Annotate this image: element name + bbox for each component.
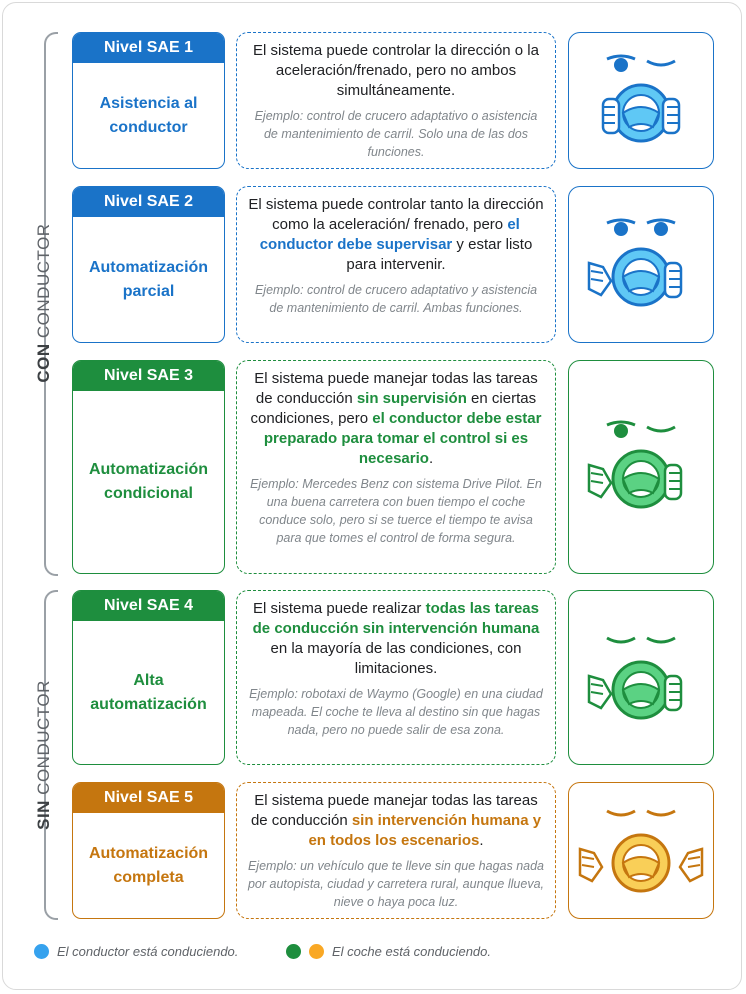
description-text-3 [247, 369, 545, 469]
hand-right-icon [663, 99, 679, 133]
con-conductor-label [34, 183, 54, 423]
description-text-4 [247, 599, 545, 679]
hands-off-wheel-eyes-open-icon [581, 215, 701, 315]
description-text-3-part-3: en ciertas condiciones, pero [250, 390, 537, 427]
open-hand-left-icon [589, 465, 611, 497]
legend-driver [34, 944, 238, 959]
description-text-5-part-3: . [479, 832, 484, 849]
legend-green-dot [286, 944, 301, 959]
eye-open-icon [647, 220, 675, 236]
legend-car-text: El coche está conduciendo. [332, 944, 491, 959]
sin-label-strong: SIN [34, 800, 53, 830]
open-hand-left-icon [589, 676, 611, 708]
open-hand-left-icon [589, 263, 611, 295]
level-name-5: Automatización completa [88, 844, 209, 886]
eye-closed-icon [647, 61, 675, 65]
level-card-2 [72, 186, 225, 343]
eye-closed-icon [647, 638, 675, 642]
description-text-3-highlight-2: el conductor debe estar preparado para tomar el control si es necesario [263, 410, 542, 467]
description-card-1 [236, 32, 556, 169]
description-text-4-part-1: El sistema puede realizar [253, 600, 426, 617]
description-card-4 [236, 590, 556, 765]
level-title-1: Nivel SAE 1 [73, 33, 224, 63]
one-hand-on-wheel-one-eye-open-icon [581, 51, 701, 151]
level-card-3 [72, 360, 225, 574]
description-text-4-highlight: todas las tareas de conducción sin intervención humana [252, 600, 540, 637]
steering-wheel-icon [613, 451, 669, 507]
hand-right-icon [665, 263, 681, 297]
level-name-2: Automatización parcial [88, 258, 209, 300]
eye-closed-icon [607, 638, 635, 642]
level-name-1: Asistencia al conductor [99, 94, 198, 136]
description-text-5-part-1: El sistema puede manejar todas las tareas de conducción [250, 792, 538, 829]
description-text-5 [247, 791, 545, 851]
eye-closed-icon [607, 811, 635, 815]
con-label-strong: CON [34, 343, 53, 383]
hands-away-eyes-closed-icon [576, 801, 706, 901]
sin-label-rest: CONDUCTOR [34, 680, 53, 801]
legend-driver-text: El conductor está conduciendo. [57, 944, 239, 959]
con-label-rest: CONDUCTOR [34, 223, 53, 344]
description-text-1 [247, 41, 545, 101]
icon-card-2 [568, 186, 714, 343]
level-name-3: Automatización condicional [88, 461, 209, 502]
eye-closed-icon [647, 811, 675, 815]
legend-blue-dot [34, 944, 49, 959]
example-text-2: Ejemplo: control de crucero adaptativo y asistencia de mantenimiento de carril. Ambas funciones. [254, 283, 538, 315]
icon-card-1 [568, 32, 714, 169]
steering-wheel-icon [613, 249, 669, 305]
example-text-1: Ejemplo: control de crucero adaptativo o asistencia de mantenimiento de carril. Solo una de las dos funciones. [254, 109, 538, 159]
hand-right-icon [665, 676, 681, 710]
hand-left-icon [603, 99, 619, 133]
example-text-4: Ejemplo: robotaxi de Waymo (Google) en una ciudad mapeada. El coche te lleva al destino sin que hagas nada, pero no puede salir de esa zona. [249, 687, 543, 737]
legend-orange-dot [309, 944, 324, 959]
description-card-5 [236, 782, 556, 919]
description-text-1-part-1: El sistema puede controlar la dirección o la aceleración/frenado, pero no ambos simultáneamente. [253, 42, 539, 99]
icon-card-5 [568, 782, 714, 919]
description-text-3-highlight-1: sin supervisión [356, 390, 467, 407]
steering-wheel-icon [613, 85, 669, 141]
example-text-5: Ejemplo: un vehículo que te lleve sin que hagas nada por autopista, ciudad y carretera rural, aunque llueva, nieve o haya poca luz. [247, 859, 545, 909]
description-text-4-part-3: en la mayoría de las condiciones, con limitaciones. [270, 640, 522, 677]
description-card-2 [236, 186, 556, 343]
eye-open-icon [607, 56, 635, 72]
hands-off-wheel-eyes-closed-icon [581, 628, 701, 728]
description-text-3-part-5: . [428, 450, 434, 467]
open-hand-left-icon [580, 849, 602, 881]
icon-card-3 [568, 360, 714, 574]
level-card-5 [72, 782, 225, 919]
eye-closed-icon [647, 427, 675, 431]
description-text-3-part-1: El sistema puede manejar todas las tareas de conducción [254, 370, 538, 407]
icon-card-4 [568, 590, 714, 765]
sin-conductor-label [34, 635, 54, 875]
description-text-2-part-3: y estar listo para intervenir. [346, 236, 533, 273]
description-text-2-part-1: El sistema puede controlar tanto la dirección como la aceleración/ frenado, pero [248, 196, 544, 233]
level-title-3: Nivel SAE 3 [73, 361, 224, 391]
level-title-4: Nivel SAE 4 [73, 591, 224, 621]
example-text-3: Ejemplo: Mercedes Benz con sistema Drive Pilot. En una buena carretera con buen tiempo el coche conduce solo, pero si se tuerce el tiempo te avisa para que tomes el control de forma segura. [250, 477, 542, 545]
level-card-4 [72, 590, 225, 765]
hands-off-wheel-one-eye-open-icon [581, 417, 701, 517]
level-title-5: Nivel SAE 5 [73, 783, 224, 813]
description-text-2 [247, 195, 545, 275]
level-title-2: Nivel SAE 2 [73, 187, 224, 217]
description-text-5-highlight: sin intervención humana y en todos los escenarios [308, 812, 542, 849]
open-hand-right-icon [680, 849, 702, 881]
eye-open-icon [607, 220, 635, 236]
legend-car [286, 944, 491, 959]
hand-right-icon [665, 465, 681, 499]
level-card-1 [72, 32, 225, 169]
description-text-2-highlight: el conductor debe supervisar [259, 216, 520, 253]
level-name-4: Alta automatización [90, 671, 207, 713]
eye-open-icon [607, 422, 635, 438]
steering-wheel-icon [613, 835, 669, 891]
steering-wheel-icon [613, 662, 669, 718]
description-card-3 [236, 360, 556, 574]
